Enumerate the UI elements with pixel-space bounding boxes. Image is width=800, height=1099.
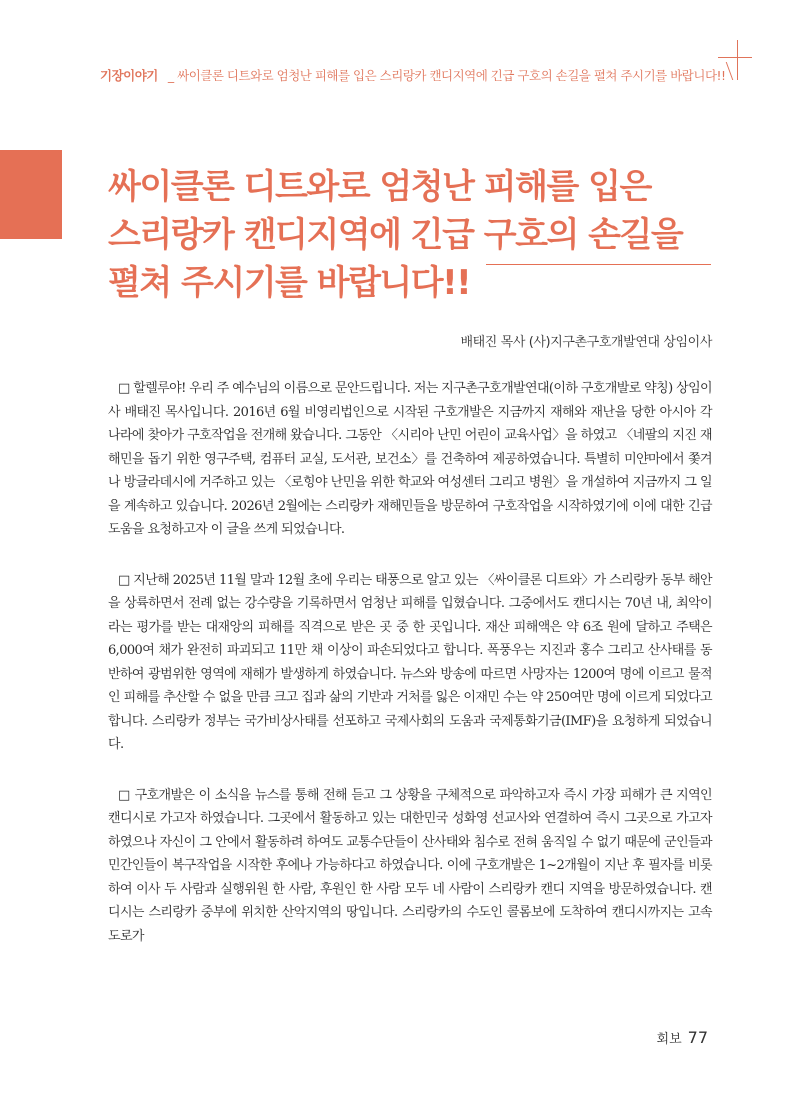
page-footer [657,1028,708,1047]
running-header [100,66,726,84]
article-title [108,163,748,307]
author-byline: 배태진 목사 (사)지구촌구호개발연대 상임이사 [460,335,712,350]
section-name: 기장이야기 [100,68,158,83]
title-underline-rule [486,264,711,265]
running-title: _ 싸이클론 디트와로 엄청난 피해를 입은 스리랑카 캔디지역에 긴급 구호의 손길을 펼쳐 주시기를 바랍니다!! [167,68,726,83]
article-body [108,377,712,975]
side-color-block [0,150,62,239]
corner-decoration-slant [726,62,734,80]
footer-label: 회보 [656,1032,682,1047]
corner-decoration-horizontal [718,57,752,58]
paragraph-1: □ 할렐루야! 우리 주 예수님의 이름으로 문안드립니다. 저는 지구촌구호개발연대(이하 구호개발로 약칭) 상임이사 배태진 목사입니다. 2016년 6월 비영리법인으로 시작된 구호개발은 지금까지 재해와 재난을 당한 아시아 각 나라에 찾아가 구호작업을 전개해 왔습니다. 그동안 〈시리아 난민 어린이 교육사업〉을 하였고 〈네팔의 지진 재해민을 돕기 위한 영구주택, 컴퓨터 교실, 도서관, 보건소〉를 건축하여 제공하였습니다. 특별히 미얀마에서 쫓겨나 방글라데시에 거주하고 있는 〈로힝야 난민을 위한 학교와 여성센터 그리고 병원〉을 개설하여 지금까지 그 일을 계속하고 있습니다. 2026년 2월에는 스리랑카 재해민들을 방문하여 구호작업을 시작하였기에 이에 대한 긴급 도움을 요청하고자 이 글을 쓰게 되었습니다. [108,381,712,537]
title-line-1: 싸이클론 디트와로 엄청난 피해를 입은 [108,166,651,207]
paragraph-2: □ 지난해 2025년 11월 말과 12월 초에 우리는 태풍으로 알고 있는 〈싸이클론 디트와〉가 스리랑카 동부 해안을 상륙하면서 전례 없는 강수량을 기록하면서 엄청난 피해를 입혔습니다. 그중에서도 캔디시는 70년 내, 최악이라는 평가를 받는 대재앙의 피해를 직격으로 받은 곳 중 한 곳입니다. 재산 피해액은 약 6조 원에 달하고 주택은 6,000여 채가 완전히 파괴되고 11만 채 이상이 파손되었다고 합니다. 폭풍우는 지진과 홍수 그리고 산사태를 동반하여 광범위한 영역에 재해가 발생하게 하였습니다. 뉴스와 방송에 따르면 사망자는 1200여 명에 이르고 물적인 피해를 추산할 수 없을 만큼 크고 집과 삶의 기반과 거처를 잃은 이재민 수는 약 250여만 명에 이르게 되었다고 합니다. 스리랑카 정부는 국가비상사태를 선포하고 국제사회의 도움과 국제통화기금(IMF)을 요청하게 되었습니다. [108,572,712,752]
corner-decoration-vertical [737,40,738,80]
title-line-3: 펼쳐 주시기를 바랍니다!! [108,262,471,303]
page-number: 77 [687,1028,708,1047]
paragraph-3: □ 구호개발은 이 소식을 뉴스를 통해 전해 듣고 그 상황을 구체적으로 파악하고자 즉시 가장 피해가 큰 지역인 캔디시로 가고자 하였습니다. 그곳에서 활동하고 있는 대한민국 성화영 선교사와 연결하여 즉시 그곳으로 가고자 하였으나 자신이 그 안에서 활동하려 하여도 교통수단들이 산사태와 침수로 전혀 움직일 수 없기 때문에 군인들과 민간인들이 복구작업을 시작한 후에나 가능하다고 하였습니다. 이에 구호개발은 1~2개월이 지난 후 필자를 비롯하여 이사 두 사람과 실행위원 한 사람, 후원인 한 사람 모두 네 사람이 스리랑카 캔디 지역을 방문하였습니다. 캔디시는 스리랑카 중부에 위치한 산악지역의 땅입니다. 스리랑카의 수도인 콜롬보에 도착하여 캔디시까지는 고속도로가 [108,787,712,944]
title-line-2: 스리랑카 캔디지역에 긴급 구호의 손길을 [108,214,683,255]
